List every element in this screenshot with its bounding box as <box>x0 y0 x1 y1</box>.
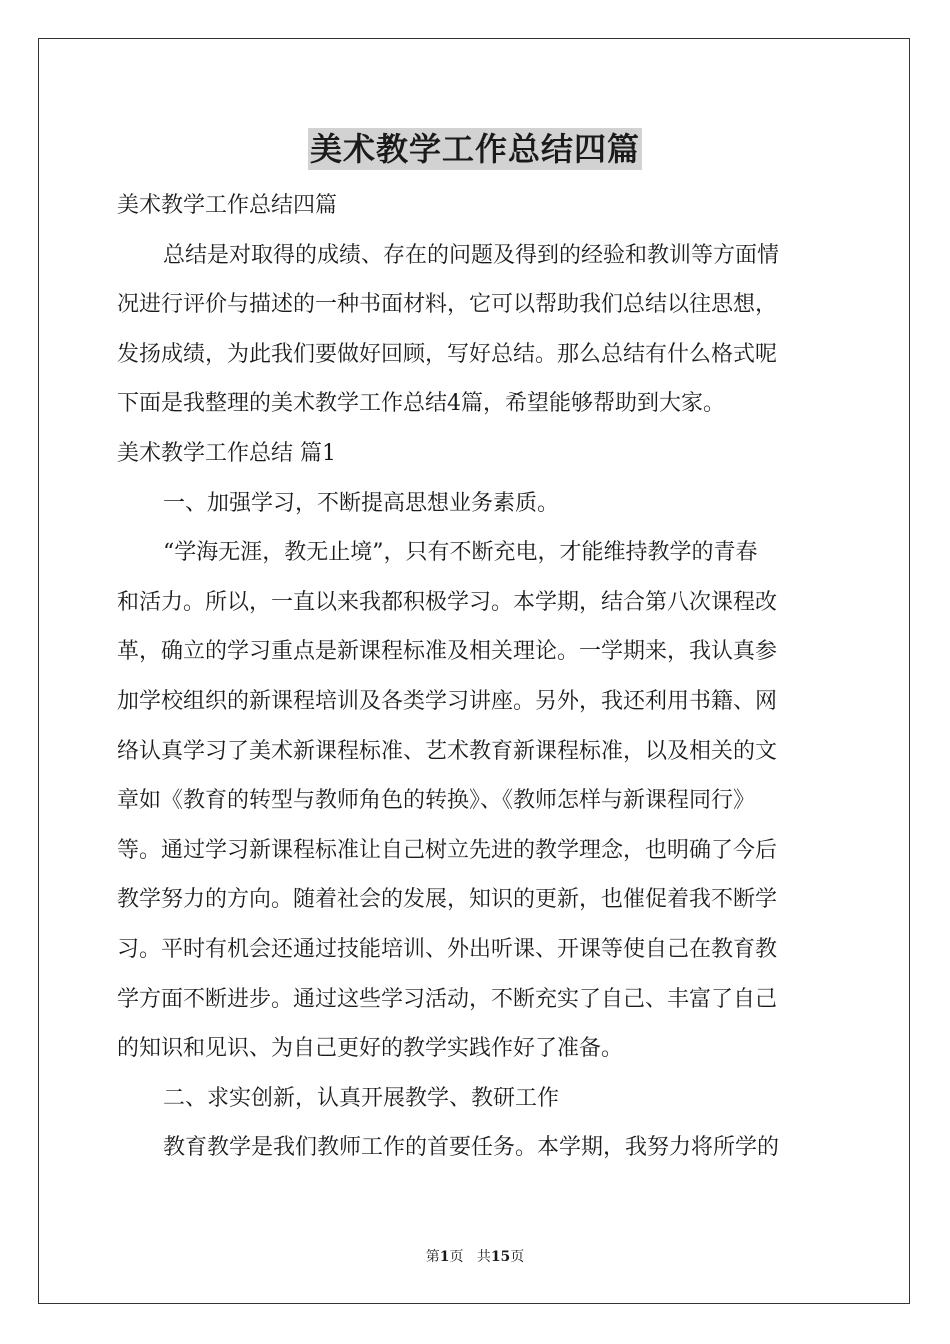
document-body <box>117 181 833 1173</box>
text-line: 等。通过学习新课程标准让自己树立先进的教学理念，也明确了今后 <box>117 837 778 863</box>
text-line: 况进行评价与描述的一种书面材料，它可以帮助我们总结以往思想， <box>117 292 778 318</box>
text-line: 教育教学是我们教师工作的首要任务。本学期，我努力将所学的 <box>163 1135 780 1161</box>
text-line: 章如《教育的转型与教师角色的转换》、《教师怎样与新课程同行》 <box>117 788 756 814</box>
total-page-number: 15 <box>490 1249 511 1265</box>
text-line: 习。平时有机会还通过技能培训、外出听课、开课等使自己在教育教 <box>117 936 778 962</box>
total-suffix: 页 <box>510 1249 525 1265</box>
total-prefix: 共 <box>476 1249 491 1265</box>
text-line: 下面是我整理的美术教学工作总结4篇，希望能够帮助到大家。 <box>117 391 725 417</box>
text-line: 加学校组织的新课程培训及各类学习讲座。另外，我还利用书籍、网 <box>117 688 778 714</box>
text-line: 美术教学工作总结 篇1 <box>117 440 336 466</box>
page-prefix: 第 <box>425 1249 440 1265</box>
text-line: 学方面不断进步。通过这些学习活动，不断充实了自己、丰富了自己 <box>117 986 778 1012</box>
text-line: 一、加强学习，不断提高思想业务素质。 <box>163 490 560 516</box>
page-suffix: 页 <box>449 1249 464 1265</box>
current-page-number: 1 <box>439 1249 450 1265</box>
title-container <box>0 128 950 170</box>
text-line: 络认真学习了美术新课程标准、艺术教育新课程标准，以及相关的文 <box>117 738 778 764</box>
document-title: 美术教学工作总结四篇 <box>309 130 640 168</box>
text-line: 发扬成绩，为此我们要做好回顾，写好总结。那么总结有什么格式呢 <box>117 341 778 367</box>
text-line: 教学努力的方向。随着社会的发展，知识的更新，也催促着我不断学 <box>117 887 778 913</box>
text-line: 革，确立的学习重点是新课程标准及相关理论。一学期来，我认真参 <box>117 639 778 665</box>
page-footer <box>0 1246 950 1266</box>
text-line: 总结是对取得的成绩、存在的问题及得到的经验和教训等方面情 <box>163 242 780 268</box>
text-line: 二、求实创新，认真开展教学、教研工作 <box>163 1085 560 1111</box>
text-line: 美术教学工作总结四篇 <box>117 193 338 218</box>
text-line: 的知识和见识、为自己更好的教学实践作好了准备。 <box>117 1036 624 1062</box>
text-line: “学海无涯，教无止境”，只有不断充电，才能维持教学的青春 <box>163 540 758 566</box>
text-line: 和活力。所以，一直以来我都积极学习。本学期，结合第八次课程改 <box>117 589 778 615</box>
